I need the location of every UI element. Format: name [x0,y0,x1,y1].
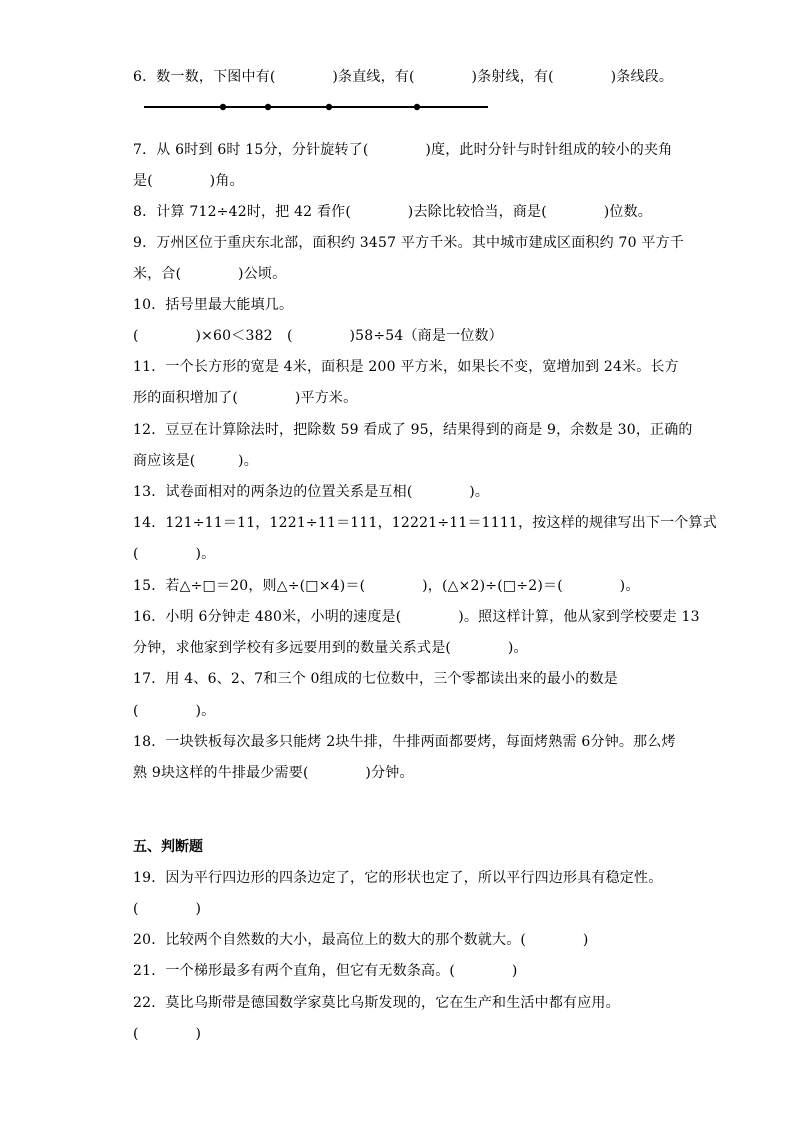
question-9-line-2: 米，合( )公顷。 [133,266,287,282]
question-16-line-1: 16．小明 6分钟走 480米，小明的速度是( )。照这样计算，他从家到学校要走 13 [133,609,700,625]
question-12-line-2: 商应该是( )。 [133,453,258,469]
question-20: 20．比较两个自然数的大小，最高位上的数大的那个数就大。( ) [133,932,589,948]
question-10: 10．括号里最大能填几。 [133,297,294,313]
question-18-line-1: 18．一块铁板每次最多只能烤 2块牛排，牛排两面都要烤，每面烤熟需 6分钟。那么烤 [133,734,676,750]
question-18-line-2: 熟 9块这样的牛排最少需要( )分钟。 [133,765,414,781]
question-22-line-1: 22．莫比乌斯带是德国数学家莫比乌斯发现的，它在生产和生活中都有应用。 [133,995,620,1011]
figure-point-4 [414,104,420,110]
question-9-line-1: 9．万州区位于重庆东北部，面积约 3457 平方千米。其中城市建成区面积约 70 平方千 [133,235,684,251]
figure-point-1 [220,104,226,110]
question-10-blanks: ( )×60＜382 ( )58÷54（商是一位数） [133,328,503,344]
question-17-line-1: 17．用 4、6、2、7和三个 0组成的七位数中，三个零都读出来的最小的数是 [133,671,618,687]
figure-point-3 [326,104,332,110]
section-5-title: 五、判断题 [133,839,203,855]
question-14-line-2: ( )。 [133,546,216,562]
question-11-line-2: 形的面积增加了( )平方米。 [133,390,358,406]
question-21: 21．一个梯形最多有两个直角，但它有无数条高。( ) [133,963,518,979]
question-8: 8．计算 712÷42时，把 42 看作( )去除比较恰当，商是( )位数。 [133,204,652,220]
question-19-line-1: 19．因为平行四边形的四条边定了，它的形状也定了，所以平行四边形具有稳定性。 [133,870,663,886]
question-7-line-2: 是( )角。 [133,173,244,189]
question-17-line-2: ( )。 [133,703,216,719]
question-6: 6．数一数，下图中有( )条直线，有( )条射线，有( )条线段。 [133,69,674,85]
question-19-line-2: ( ) [133,901,202,917]
question-13: 13．试卷面相对的两条边的位置关系是互相( )。 [133,484,490,500]
question-16-line-2: 分钟，求他家到学校有多远要用到的数量关系式是( )。 [133,640,528,656]
question-14-line-1: 14．121÷11＝11，1221÷11＝111，12221÷11＝1111，按这样的规律写出下一个算式 [133,515,717,531]
figure-point-2 [265,104,271,110]
question-12-line-1: 12．豆豆在计算除法时，把除数 59 看成了 95，结果得到的商是 9，余数是 30，正确的 [133,422,693,438]
question-15: 15．若△÷□＝20，则△÷(□×4)＝( )，(△×2)÷(□÷2)＝( )。 [133,578,640,594]
question-7-line-1: 7．从 6时到 6时 15分，分针旋转了( )度，此时分针与时针组成的较小的夹角 [133,142,673,158]
question-11-line-1: 11．一个长方形的宽是 4米，面积是 200 平方米，如果长不变，宽增加到 24米。长方 [133,359,679,375]
question-22-line-2: ( ) [133,1026,202,1042]
line-segment-figure [140,98,492,118]
